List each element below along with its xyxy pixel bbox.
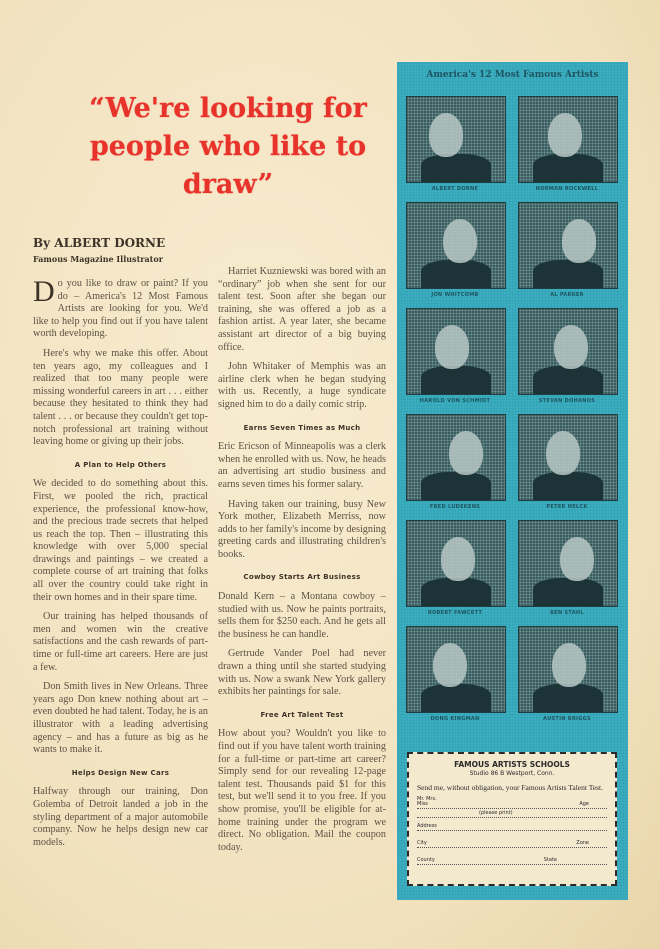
artist-photo [406,626,506,713]
artist-caption: AUSTIN BRIGGS [543,716,591,722]
paragraph: Do you like to draw or paint? If you do – America's 12 Most Famous Artists are looking for you. We'd like to help you find out if you have talent worth developing. [33,275,208,340]
subheading: Helps Design New Cars [71,768,170,777]
portrait-body [533,154,603,182]
name-field[interactable] [417,796,607,809]
artist-caption: PETER HELCK [546,504,588,510]
paragraph: Gertrude Vander Poel had never drawn a thing until she started studying with us. Now a swank New York gallery exhibits her paintings for sale. [218,648,386,698]
age-label: Age [579,801,589,807]
portrait-body [533,366,603,394]
name-prefix-label: Mr. Mrs. Miss [417,796,437,807]
portrait-head [562,219,596,263]
portrait-head [546,431,580,475]
byline: By ALBERT DORNE [33,236,166,250]
portrait-body [421,366,491,394]
subheading: Earns Seven Times as Much [243,423,361,432]
artist-photo [406,414,506,501]
zone-label: Zone [576,840,589,846]
county-field[interactable] [417,848,607,865]
subheading: Cowboy Starts Art Business [243,573,361,582]
portrait-body [533,260,603,288]
portrait-body [533,578,603,606]
artist-caption: ROBERT FAWCETT [427,610,483,616]
portrait-body [421,260,491,288]
artist-photo [518,96,618,183]
artist-photo [406,308,506,395]
portrait-head [433,643,467,687]
artist-photo [518,202,618,289]
artist-caption: HAROLD VON SCHMIDT [419,398,491,404]
artist-photo [406,96,506,183]
article-column-2 [218,266,386,861]
portrait-body [533,684,603,712]
artist-caption: FRED LUDEKENS [429,504,481,510]
mail-coupon[interactable] [407,752,617,886]
article-column-1 [33,275,208,856]
portrait-head [435,325,469,369]
drop-cap: D [33,275,55,308]
portrait-body [533,472,603,500]
artist-photo [406,520,506,607]
paragraph: Donald Kern – a Montana cowboy – studied with us. Now he paints portraits, sells them for $250 each. And he gets all the business he can handle. [218,591,386,640]
print-note-row [417,809,607,818]
county-label: County [417,857,435,863]
artist-caption: ALBERT DORNE [431,186,479,192]
artist-caption: STEVAN DOHANOS [538,398,596,404]
address-field[interactable] [417,818,607,831]
portrait-head [443,219,477,263]
paragraph: Halfway through our training, Don Golemba of Detroit landed a job in the styling department of a major automobile company. Now he helps design new car models. [33,786,208,848]
coupon-title: FAMOUS ARTISTS SCHOOLS [454,760,570,769]
artist-photo [406,202,506,289]
paragraph: Having taken our training, busy New York mother, Elizabeth Merriss, now adds to her family's income by designing greeting cards and illustrating children's books. [218,498,386,560]
coupon-address: Studio 86 B Westport, Conn. [469,770,555,777]
paragraph: Harriet Kuzniewski was bored with an “ordinary” job when she sent for our talent test. Soon after she began our training, she was offered a job as a fashion artist. A year later, she became assistant art director of a big buying office. [218,266,386,353]
artist-caption: BEN STAHL [550,610,584,616]
paragraph: Here's why we make this offer. About ten years ago, my colleagues and I realized that too many people were missing wonderful careers in art . . . either because they hesitated to think they had talent . . . or because they couldn't get top-notch professional art training without leaving home or giving up their jobs. [33,347,208,448]
portrait-head [449,431,483,475]
artist-photo [518,414,618,501]
artist-photo [518,308,618,395]
paragraph: John Whitaker of Memphis was an airline clerk when he began studying with us. Recently, a huge syndicate signed him to do a daily comic strip. [218,361,386,410]
artist-caption: NORMAN ROCKWELL [535,186,599,192]
portrait-body [421,684,491,712]
portrait-head [429,113,463,157]
paragraph: Don Smith lives in New Orleans. Three years ago Don knew nothing about art – even doubted he had talent. Today, he is an illustrator with a leading advertising agency – and has a future as big as he wants to make it. [33,681,208,756]
artist-caption: JON WHITCOMB [431,292,479,298]
portrait-body [421,154,491,182]
state-label: State [543,857,557,863]
paragraph: Eric Ericson of Minneapolis was a clerk when he enrolled with us. Now, he heads an advertising art studio business and earns seven times his former salary. [218,441,386,490]
portrait-head [552,643,586,687]
city-label: City [417,840,427,846]
portrait-head [441,537,475,581]
artist-photo [518,626,618,713]
portrait-body [421,578,491,606]
address-label: Address [417,823,437,829]
subheading: Free Art Talent Test [260,710,344,719]
subheading: A Plan to Help Others [74,460,167,469]
print-note: (please print) [479,810,513,816]
artist-caption: DONG KINGMAN [430,716,480,722]
portrait-head [548,113,582,157]
byline-subtitle: Famous Magazine Illustrator [33,254,163,264]
artist-photo [518,520,618,607]
portrait-head [554,325,588,369]
coupon-body: Send me, without obligation, your Famous Artists Talent Test. [417,783,603,792]
panel-title: America's 12 Most Famous Artists [426,70,599,80]
portrait-head [560,537,594,581]
city-field[interactable] [417,831,607,848]
headline: “We're looking for people who like to draw” [89,93,367,200]
paragraph: We decided to do something about this. First, we pooled the rich, practical experience, the professional know-how, and the precious trade secrets that helped us reach the top. Then – illustrating this knowledge with over 5,000 special drawings and paintings – we created a complete course of art training that folks all over the country could take right in their own homes and in their spare time. [33,478,208,603]
artist-caption: AL PARKER [550,292,584,298]
paragraph: How about you? Wouldn't you like to find out if you have talent worth training for a full-time or part-time art career? Simply send for our revealing 12-page talent test. Thousands paid $1 for this test, but we'll send it to you free. If you show promise, you'll be eligible for at-home training under the program we direct. No obligation. Mail the coupon today. [218,728,386,853]
portrait-body [421,472,491,500]
paragraph: Our training has helped thousands of men and women win the creative satisfactions and the cash rewards of part-time or full-time art careers. Here are just a few. [33,611,208,673]
